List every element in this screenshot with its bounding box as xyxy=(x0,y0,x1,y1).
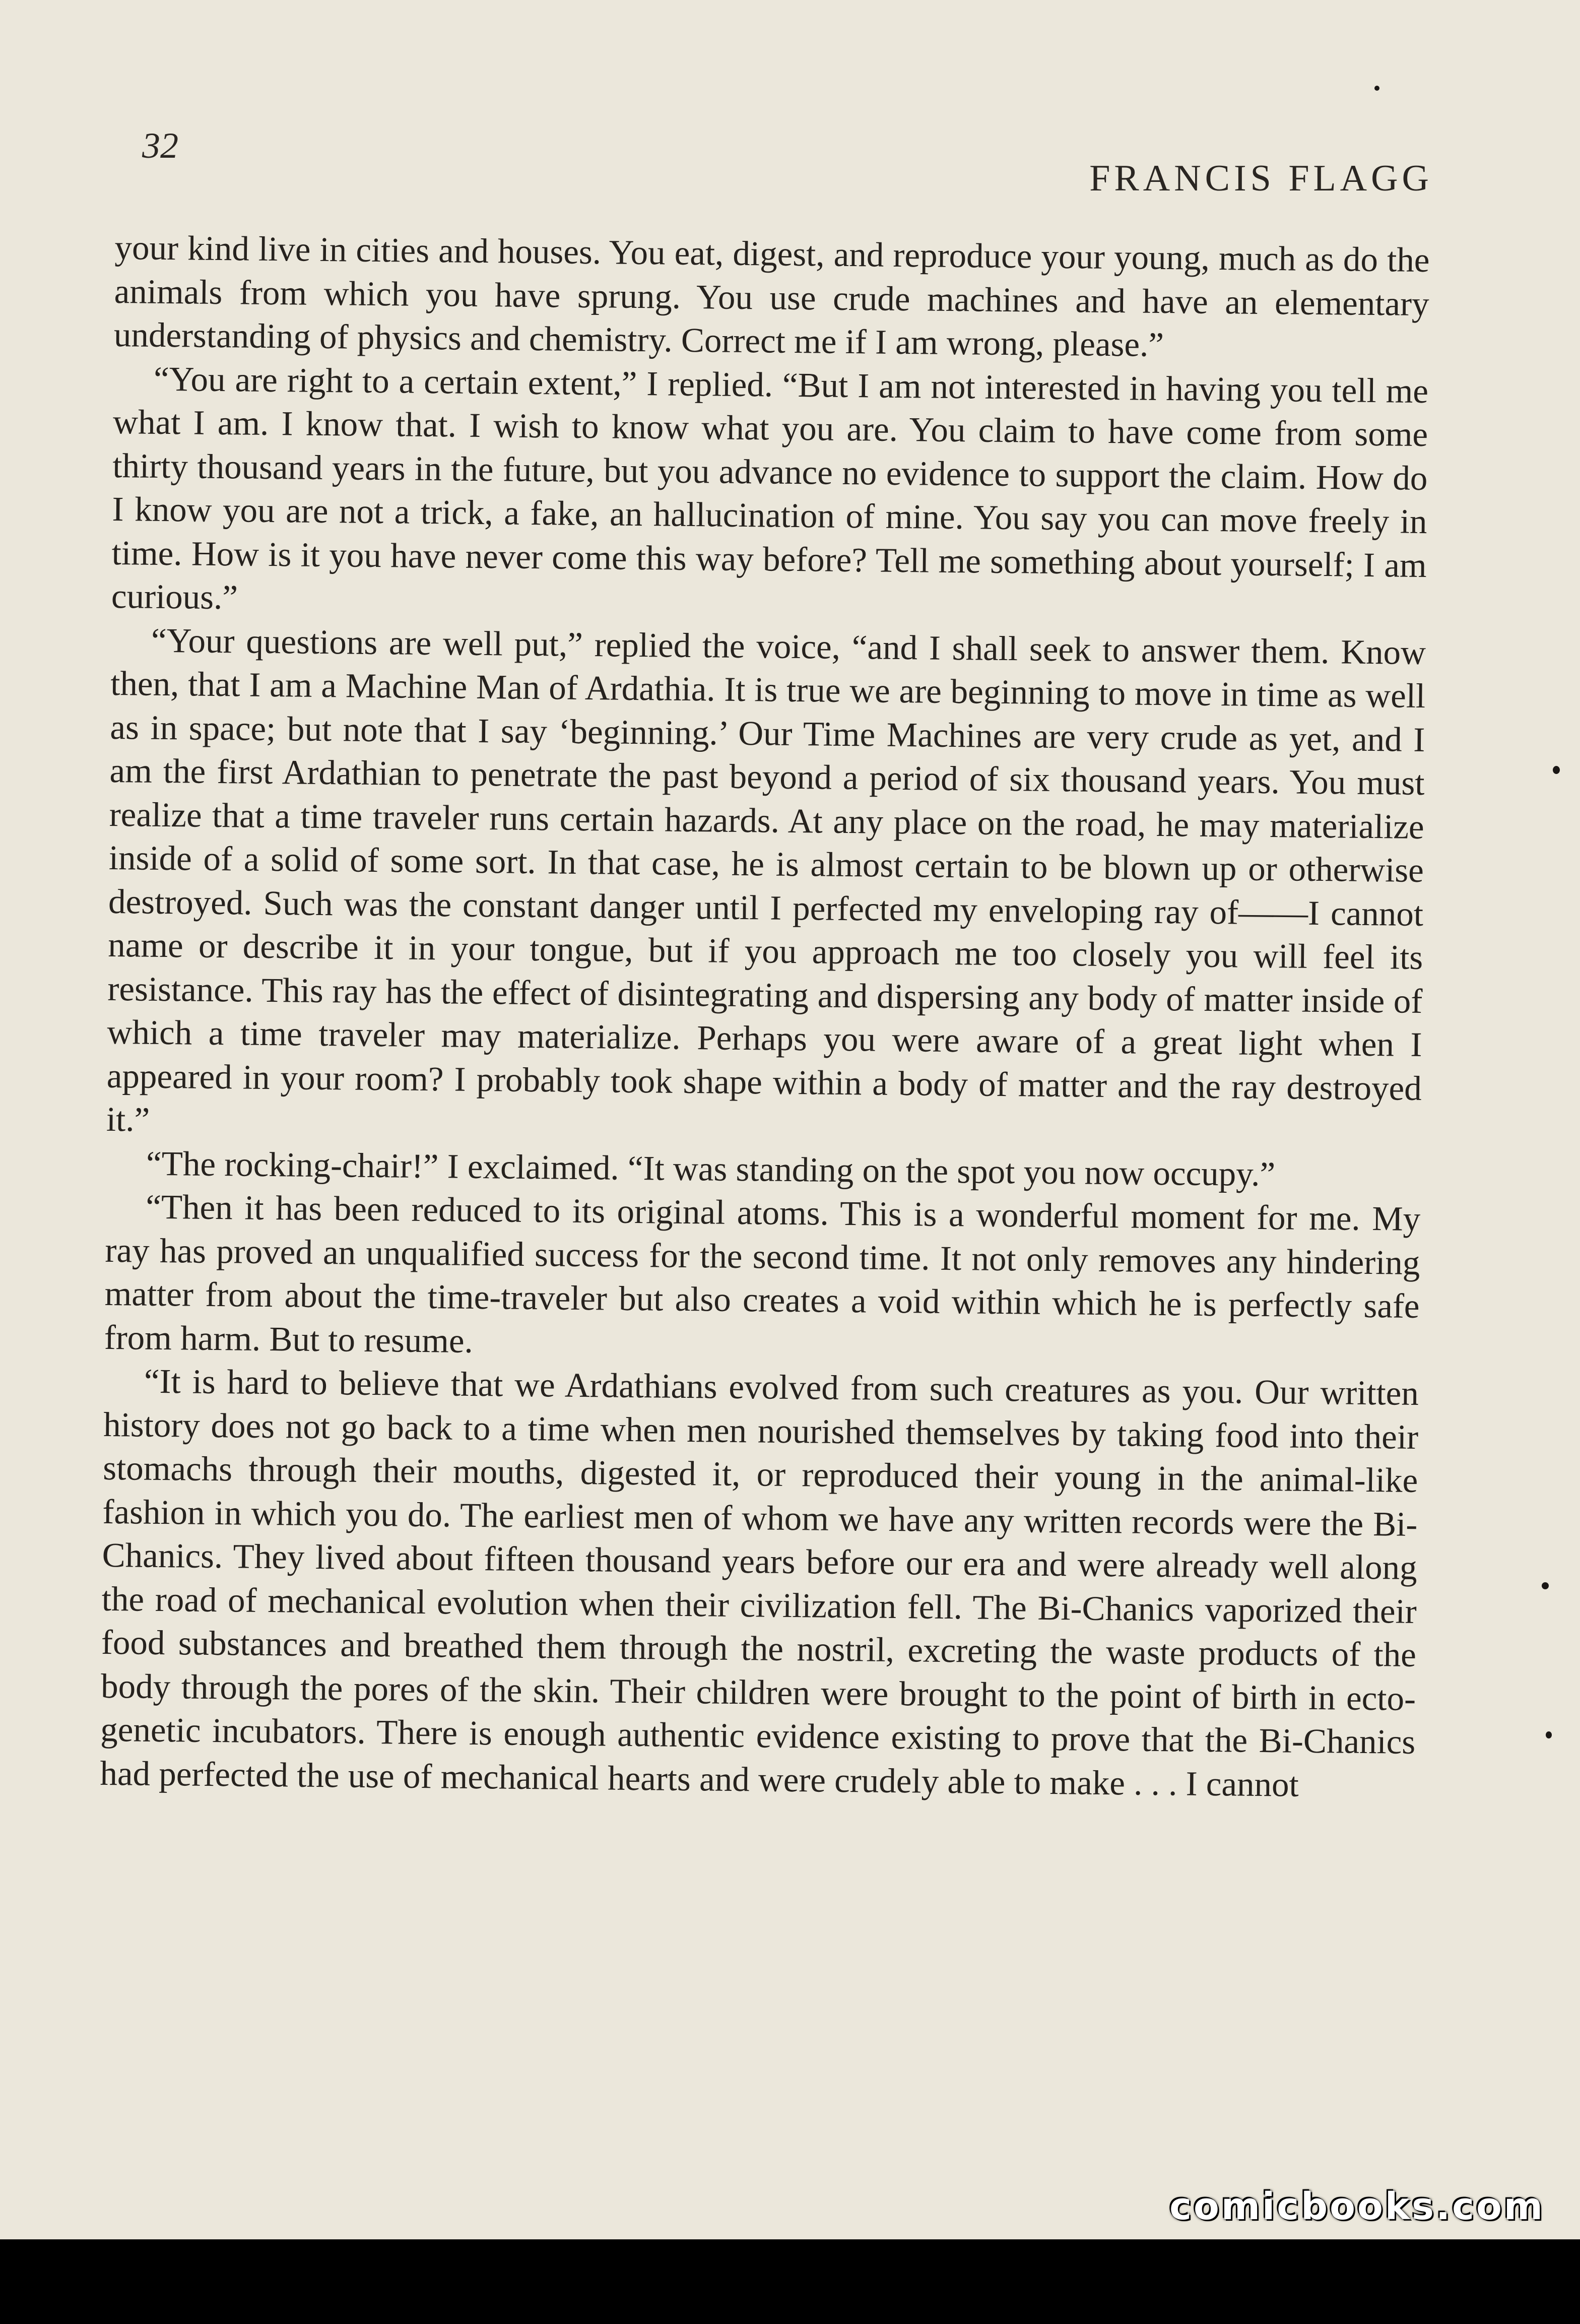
paragraph: “The rocking-chair!” I exclaimed. “It was standing on the spot you now occupy.” xyxy=(146,1144,1276,1193)
watermark-bar xyxy=(0,2239,1580,2324)
watermark-logo: comicbooks.com xyxy=(1169,2185,1545,2228)
paper-speck xyxy=(1553,766,1560,774)
paper-speck xyxy=(1374,86,1379,91)
body-text xyxy=(100,226,1430,1807)
paper-speck xyxy=(1542,1582,1549,1589)
paragraph: your kind live in cities and houses. You eat, digest, and reproduce your young, much as do the animals from which you have sprung. You use crude machines and have an elementary understanding of physics and chemistry. Correct me if I am wrong, please.” xyxy=(113,228,1430,364)
paragraph: “Then it has been reduced to its original atoms. This is a wonderful moment for me. My ray has proved an unqualified success for the second time. It not only removes any hindering matter from about the time-traveler but also creates a void within which he is perfectly safe from harm. But to resume. xyxy=(104,1187,1421,1360)
page-number: 32 xyxy=(142,125,178,166)
running-head-author: FRANCIS FLAGG xyxy=(1089,158,1433,199)
paper-speck xyxy=(1546,1731,1552,1738)
paragraph: “You are right to a certain extent,” I replied. “But I am not interested in having you tell me what I am. I know that. I wish to know what you are. You claim to have come from some thirty thousand years in the future, but you advance no evidence to support the claim. How do I know you are not a trick, a fake, an hallucination of mine. You say you can move freely in time. How is it you have never come this way before? Tell me something about yourself; I am curious.” xyxy=(111,359,1429,617)
paragraph: “Your questions are well put,” replied the voice, “and I shall seek to answer them. Know then, that I am a Machine Man of Ardathia. It is true we are beginning to move in time as well as in space; but note that I say ‘beginning.’ Our Time Machines are very crude as yet, and I am the first Ardathian to penetrate the past beyond a period of six thousand years. You must realize that a time traveler runs certain hazards. At any place on the road, he may materialize inside of a solid of some sort. In that case, he is almost certain to be blown up or otherwise destroyed. Such was the constant danger until I perfected my enveloping ray of——I cannot name or describe it in your tongue, but if you approach me too closely you will feel its resistance. This ray has the effect of disintegrating and dispersing any body of matter inside of which a time traveler may materialize. Perhaps you were aware of a great light when I appeared in your room? I probably took shape within a body of matter and the ray destroyed it.” xyxy=(106,621,1426,1139)
paragraph: “It is hard to believe that we Ardathians evolved from such creatures as you. Our written history does not go back to a time when men nourished themselves by taking food into their stomachs through their mouths, digested it, or reproduced their young in the animal-like fashion in which you do. The earliest men of whom we have any written records were the Bi-Chanics. They lived about fifteen thousand years before our era and were already well along the road of mechanical evolution when their civilization fell. The Bi-Chanics vaporized their food substances and breathed them through the nostril, excreting the waste products of the body through the pores of the skin. Their children were brought to the point of birth in ecto-genetic incubators. There is enough authentic evidence existing to prove that the Bi-Chanics had perfected the use of mechanical hearts and were crudely able to make . . . I cannot xyxy=(100,1362,1419,1804)
